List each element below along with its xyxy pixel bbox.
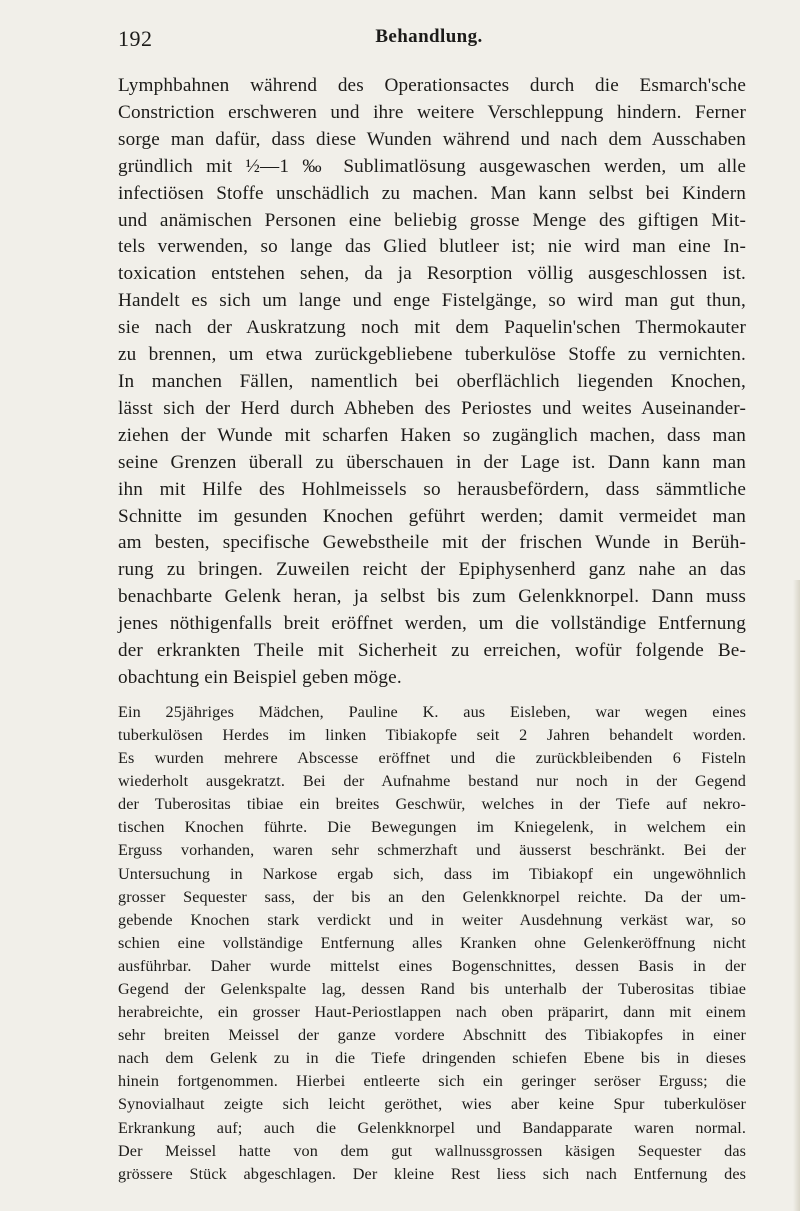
case-line: Ein 25jähriges Mädchen, Pauline K. aus Eisleben, war wegen eines	[118, 702, 746, 721]
text-line: In manchen Fällen, namentlich bei oberflächlich liegenden Knochen,	[118, 370, 746, 392]
text-line: tels verwenden, so lange das Glied blutleer ist; nie wird man eine In-	[118, 236, 746, 258]
text-line: Lymphbahnen während des Operationsactes durch die Esmarch'sche	[118, 75, 746, 96]
text-line: rung zu bringen. Zuweilen reicht der Epiphysenherd ganz nahe an das	[118, 559, 746, 581]
text-line: obachtung ein Beispiel geben möge.	[118, 666, 402, 688]
text-line: seine Grenzen überall zu überschauen in der Lage ist. Dann kann man	[118, 451, 746, 473]
case-line: tuberkulösen Herdes im linken Tibiakopfe seit 2 Jahren behandelt worden.	[118, 725, 746, 744]
case-line: Gegend der Gelenkspalte lag, dessen Rand bis unterhalb der Tuberositas tibiae	[118, 979, 746, 998]
text-line: der erkrankten Theile mit Sicherheit zu erreichen, wofür folgende Be-	[118, 640, 746, 662]
text-line: sorge man dafür, dass diese Wunden während und nach dem Ausschaben	[118, 128, 746, 150]
page-edge-shadow	[793, 580, 800, 1211]
text-line: am besten, specifische Gewebstheile mit der frischen Wunde in Berüh-	[118, 532, 746, 554]
case-line: Synovialhaut zeigte sich leicht geröthet, wies aber keine Spur tuberkulöser	[118, 1095, 746, 1114]
text-line: lässt sich der Herd durch Abheben des Periostes und weites Auseinander-	[118, 397, 746, 419]
case-line: sehr breiten Meissel der ganze vordere Abschnitt des Tibiakopfes in einer	[118, 1026, 746, 1045]
text-line: Schnitte im gesunden Knochen geführt werden; damit vermeidet man	[118, 505, 746, 527]
text-line: Constriction erschweren und ihre weitere Verschleppung hindern. Ferner	[118, 101, 746, 123]
text-line: benachbarte Gelenk heran, ja selbst bis zum Gelenkknorpel. Dann muss	[118, 586, 746, 608]
text-line: zu brennen, um etwa zurückgebliebene tuberkulöse Stoffe zu vernichten.	[118, 344, 746, 366]
case-line: Untersuchung in Narkose ergab sich, dass im Tibiakopf ein ungewöhnlich	[118, 864, 746, 883]
page-number: 192	[118, 26, 153, 51]
running-head: Behandlung.	[375, 26, 483, 47]
case-line: Erguss vorhanden, waren sehr schmerzhaft und äusserst beschränkt. Bei der	[118, 841, 746, 860]
case-line: grössere Stück abgeschlagen. Der kleine Rest liess sich nach Entfernung des	[118, 1164, 746, 1183]
case-line: wiederholt ausgekratzt. Bei der Aufnahme bestand nur noch in der Gegend	[118, 772, 746, 791]
case-line: nach dem Gelenk zu in die Tiefe dringenden schiefen Ebene bis in dieses	[118, 1049, 746, 1068]
text-line: infectiösen Stoffe unschädlich zu machen. Man kann selbst bei Kindern	[118, 182, 746, 204]
text-line: sie nach der Auskratzung noch mit dem Paquelin'schen Thermokauter	[118, 317, 746, 339]
case-line: Erkrankung auf; auch die Gelenkknorpel und Bandapparate waren normal.	[118, 1118, 746, 1137]
case-line: Es wurden mehrere Abscesse eröffnet und die zurückbleibenden 6 Fisteln	[118, 749, 746, 768]
case-line: gebende Knochen stark verdickt und in weiter Ausdehnung verkäst war, so	[118, 910, 746, 929]
case-report	[118, 701, 746, 1186]
text-line: gründlich mit ½—1 ‰ Sublimatlösung ausgewaschen werden, um alle	[118, 155, 746, 177]
text-line: ziehen der Wunde mit scharfen Haken so zugänglich machen, dass man	[118, 424, 746, 446]
text-line: ihn mit Hilfe des Hohlmeissels so herausbefördern, dass sämmtliche	[118, 478, 746, 500]
text-line: jenes nöthigenfalls breit eröffnet werden, um die vollständige Entfernung	[118, 613, 746, 635]
text-line: toxication entstehen sehen, da ja Resorption völlig ausgeschlossen ist.	[118, 263, 746, 285]
main-text	[118, 73, 746, 692]
case-line: ausführbar. Daher wurde mittelst eines Bogenschnittes, dessen Basis in der	[118, 956, 746, 975]
case-line: grosser Sequester sass, der bis an den Gelenkknorpel reichte. Da der um-	[118, 887, 746, 906]
text-line: Handelt es sich um lange und enge Fistelgänge, so wird man gut thun,	[118, 290, 746, 312]
case-line: hinein fortgenommen. Hierbei entleerte sich ein geringer seröser Erguss; die	[118, 1072, 746, 1091]
page-header	[118, 26, 740, 66]
text-line: und anämischen Personen eine beliebig grosse Menge des giftigen Mit-	[118, 209, 746, 231]
case-line: Der Meissel hatte von dem gut wallnussgrossen käsigen Sequester das	[118, 1141, 746, 1160]
case-line: tischen Knochen führte. Die Bewegungen im Kniegelenk, in welchem ein	[118, 818, 746, 837]
case-line: der Tuberositas tibiae ein breites Geschwür, welches in der Tiefe auf nekro-	[118, 795, 746, 814]
page-body	[118, 73, 746, 1186]
case-line: herabreichte, ein grosser Haut-Periostlappen nach oben präparirt, dann mit einem	[118, 1003, 746, 1022]
case-line: schien eine vollständige Entfernung alles Kranken ohne Gelenkeröffnung nicht	[118, 933, 746, 952]
